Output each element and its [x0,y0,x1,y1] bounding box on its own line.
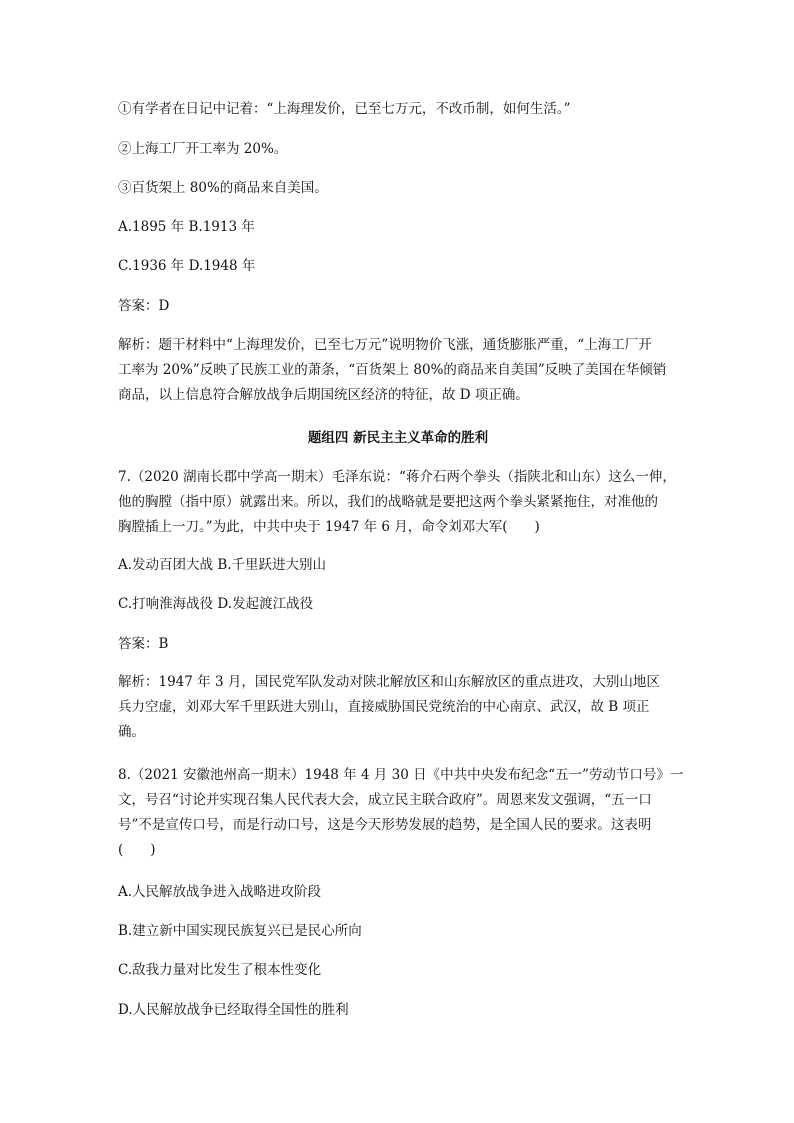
q8-stem-line-2: 文，号召“讨论并实现召集人民代表大会，成立民主联合政府”。周恩来发文强调，“五一口 [118,792,652,808]
q8-stem-line-4: ( ) [118,842,156,858]
q6-options-ab: A.1895 年 B.1913 年 [118,219,255,235]
q7-analysis-line-1: 解析：1947 年 3 月，国民党军队发动对陕北解放区和山东解放区的重点进攻，大别山地区 [118,674,660,690]
q7-answer: 答案：B [118,636,169,652]
q7-stem-line-1: 7.（2020 湖南长郡中学高一期末）毛泽东说：“蒋介石两个拳头（指陕北和山东）这么一伸， [118,469,676,485]
q7-analysis [118,670,678,745]
q6-material-3: ③百货架上 80%的商品来自美国。 [118,180,328,196]
q8-option-a: A.人民解放战争进入战略进攻阶段 [118,884,322,900]
q8-option-d: D.人民解放战争已经取得全国性的胜利 [118,1002,349,1018]
q7-options-cd: C.打响淮海战役 D.发起渡江战役 [118,596,314,612]
q6-material-1: ①有学者在日记中记着：“上海理发价，已至七万元，不改币制，如何生活。” [118,101,571,117]
q6-analysis-line-3: 商品，以上信息符合解放战争后期国统区经济的特征，故 D 项正确。 [118,387,529,403]
q7-stem-line-2: 他的胸膛（指中原）就露出来。所以，我们的战略就是要把这两个拳头紧紧拖住，对准他的 [118,494,658,510]
q6-analysis [118,333,678,408]
q6-options-cd: C.1936 年 D.1948 年 [118,258,256,274]
q7-stem-line-3: 胸膛插上一刀。”为此，中共中央于 1947 年 6 月，命令刘邓大军( ) [118,519,540,535]
q8-stem-line-1: 8.（2021 安徽池州高一期末）1948 年 4 月 30 日《中共中央发布纪念“五一”劳动节口号》一 [118,767,684,783]
q6-analysis-line-1: 解析：题干材料中“上海理发价，已至七万元”说明物价飞涨，通货膨胀严重，“上海工厂开 [118,337,652,353]
q7-analysis-line-3: 确。 [118,724,145,740]
q7-analysis-line-2: 兵力空虚，刘邓大军千里跃进大别山，直接威胁国民党统治的中心南京、武汉，故 B 项正 [118,699,650,715]
q7-options-ab: A.发动百团大战 B.千里跃进大别山 [118,557,327,573]
q8-stem [118,763,684,863]
q6-analysis-line-2: 工率为 20%”反映了民族工业的萧条，“百货架上 80%的商品来自美国”反映了美国在华倾销 [118,362,667,378]
q6-material-2: ②上海工厂开工率为 20%。 [118,141,288,157]
q7-stem [118,465,678,540]
q6-answer: 答案：D [118,298,170,314]
section-heading: 题组四 新民主主义革命的胜利 [307,430,489,446]
q8-stem-line-3: 号”不是宣传口号，而是行动口号，这是今天形势发展的趋势，是全国人民的要求。这表明 [118,817,652,833]
q8-option-b: B.建立新中国实现民族复兴已是民心所向 [118,923,362,939]
q8-option-c: C.敌我力量对比发生了根本性变化 [118,962,322,978]
